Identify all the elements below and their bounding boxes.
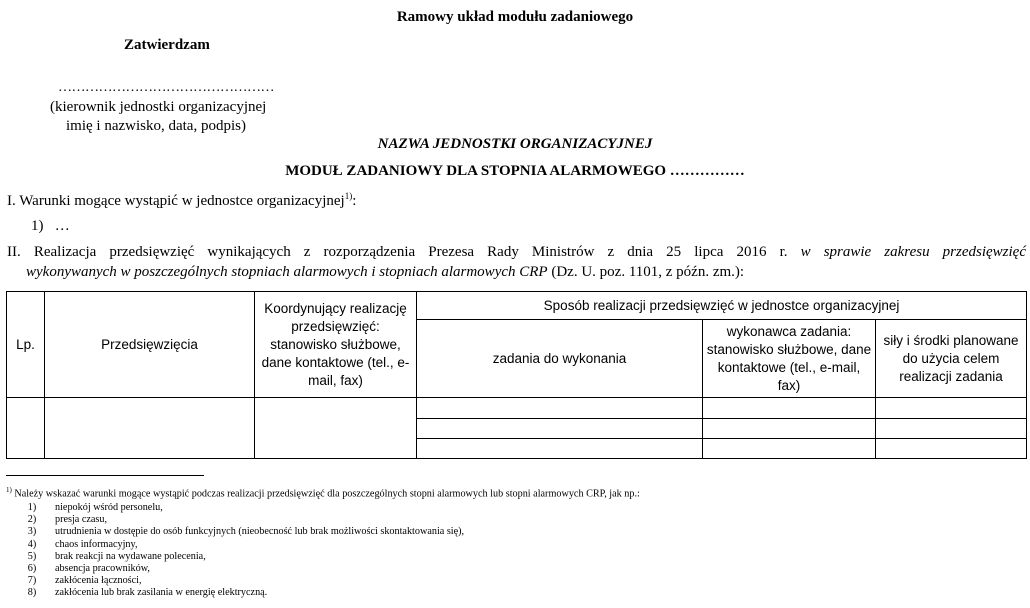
header-group-sposob-realizacji: Sposób realizacji przedsięwzięć w jednostce organizacyjnej [417,292,1027,320]
footnote-item-number: 3) [27,526,37,538]
section-1-heading-suffix: : [352,193,357,209]
footnote-item-text: niepokój wśród personelu, [55,502,163,513]
footnote-item-number: 4) [27,538,37,550]
footnote-item-number: 7) [27,575,37,587]
section-2-italic-text: w sprawie zakresu przedsięwzięć [800,244,1026,260]
footnote-item-text: chaos informacyjny, [55,538,138,550]
footnote-reference: 1) [344,191,353,201]
footnote-item-text: zakłócenia łączności, [55,575,142,587]
empty-cell [703,439,876,459]
section-2-citation: (Dz. U. poz. 1101, z późn. zm.): [551,264,745,280]
section-1-heading-text: I. Warunki mogące wystąpić w jednostce organizacyjnej [7,193,345,209]
section-1-item-number: 1) [31,218,44,234]
footnote-marker: 1) [6,486,12,494]
empty-cell-lp [7,398,45,459]
footnote-item-text: absencja pracowników, [55,563,150,574]
empty-cell [703,419,876,439]
header-wykonawca: wykonawca zadania: stanowisko służbowe, dane kontaktowe (tel., e-mail, fax) [703,320,876,398]
empty-cell [876,439,1027,459]
empty-cell [417,398,703,419]
signature-caption-line2: imię i nazwisko, data, podpis) [66,118,246,134]
footnote-separator [6,475,204,476]
empty-cell [876,419,1027,439]
header-lp: Lp. [7,292,45,398]
header-przedsiewziecia: Przedsięwzięcia [45,292,255,398]
unit-name-heading: NAZWA JEDNOSTKI ORGANIZACYJNEJ [377,136,653,152]
footnote-item-number: 1) [27,502,37,513]
approve-label: Zatwierdzam [124,37,210,53]
document-title: Ramowy układ modułu zadaniowego [396,9,634,25]
section-2-italic-text-continued: wykonywanych w poszczególnych stopniach alarmowych i stopniach alarmowych CRP [26,264,548,280]
footnote-item-text: brak reakcji na wydawane polecenia, [55,550,206,562]
footnote-intro [6,486,640,499]
signature-dotted-line: ………………………………………… [58,80,274,95]
empty-cell [417,419,703,439]
empty-cell-koordynujacy [255,398,417,459]
footnote-item-number: 5) [27,550,37,562]
footnote-item-text: zakłócenia lub brak zasilania w energię elektryczną. [55,587,268,599]
signature-caption-line1: (kierownik jednostki organizacyjnej [50,99,267,115]
header-sily-i-srodki: siły i środki planowane do użycia celem realizacji zadania [876,320,1027,398]
footnote-intro-text: Należy wskazać warunki mogące wystąpić podczas realizacji przedsięwzięć dla poszczególnych stopni alarmowych lub stopni alarmowych CRP, jak np.: [14,488,640,500]
footnote-item-number: 6) [27,563,37,574]
section-2-heading-line2 [26,264,744,281]
footnote-item-number: 2) [27,514,37,526]
section-1-item-text: … [54,218,70,234]
empty-cell [703,398,876,419]
section-2-text: II. Realizacja przedsięwzięć wynikających z rozporządzenia Prezesa Rady Ministrów z dnia 25 lipca 2016 r. [7,244,788,260]
header-koordynujacy: Koordynujący realizację przedsięwzięć: stanowisko służbowe, dane kontaktowe (tel., e-mail, fax) [255,292,417,398]
empty-cell [417,439,703,459]
header-zadania: zadania do wykonania [417,320,703,398]
footnote-item-text: utrudnienia w dostępie do osób funkcyjnych (nieobecność lub brak możliwości skontaktowania się), [55,526,465,538]
section-1-item [31,218,70,235]
section-2-heading-line1 [7,244,1026,261]
empty-cell-przedsiewziecia [45,398,255,459]
footnote-item-number: 8) [27,587,37,599]
measures-table [6,291,1027,459]
module-heading: MODUŁ ZADANIOWY DLA STOPNIA ALARMOWEGO …………… [285,163,745,179]
footnote-item-text: presja czasu, [55,514,108,526]
empty-cell [876,398,1027,419]
section-1-heading [7,191,356,210]
